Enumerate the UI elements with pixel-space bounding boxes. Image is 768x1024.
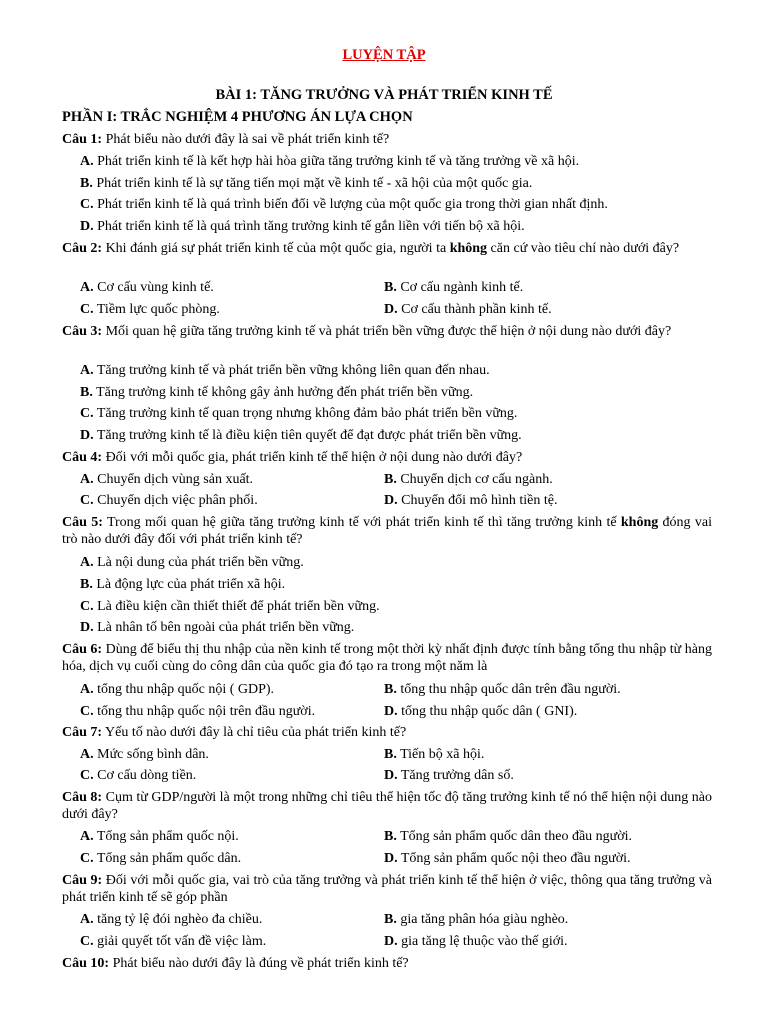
option-text: Tăng trưởng kinh tế và phát triển bền vững không liên quan đến nhau. xyxy=(93,363,490,378)
option-text: Chuyển dịch vùng sản xuất. xyxy=(93,472,254,487)
question-3 xyxy=(62,323,712,340)
option-3a xyxy=(80,362,490,379)
option-text: tổng thu nhập quốc dân ( GNI). xyxy=(397,704,578,719)
option-9b xyxy=(384,911,568,928)
option-text: Chuyển dịch việc phân phối. xyxy=(93,493,258,508)
question-10 xyxy=(62,955,712,972)
option-4a xyxy=(80,471,253,488)
option-8d xyxy=(384,850,631,867)
option-key: D. xyxy=(80,219,94,234)
option-text: Tổng sản phẩm quốc nội. xyxy=(93,829,239,844)
question-4 xyxy=(62,449,712,466)
question-text: Mối quan hệ giữa tăng trưởng kinh tế và phát triển bền vững được thể hiện ở nội dung nào dưới đây? xyxy=(102,324,672,339)
option-text: giải quyết tốt vấn đề việc làm. xyxy=(93,934,267,949)
lesson-heading: BÀI 1: TĂNG TRƯỞNG VÀ PHÁT TRIỂN KINH TẾ xyxy=(215,87,553,103)
option-1c xyxy=(80,196,608,213)
option-key: B. xyxy=(384,682,397,697)
question-text: Phát biểu nào dưới đây là đúng về phát triển kinh tế? xyxy=(109,956,409,971)
option-1d xyxy=(80,218,525,235)
option-key: A. xyxy=(80,363,94,378)
option-1a xyxy=(80,153,579,170)
option-5b xyxy=(80,576,285,593)
option-key: B. xyxy=(80,577,93,592)
option-3c xyxy=(80,405,517,422)
option-key: D. xyxy=(384,704,398,719)
option-key: D. xyxy=(384,302,398,317)
option-4d xyxy=(384,492,557,509)
question-label: Câu 5: xyxy=(62,515,103,530)
option-text: Cơ cấu vùng kinh tế. xyxy=(93,280,214,295)
option-key: A. xyxy=(80,747,94,762)
option-6b xyxy=(384,681,621,698)
option-text: Tăng trưởng kinh tế là điều kiện tiên quyết để đạt được phát triển bền vững. xyxy=(93,428,522,443)
option-7a xyxy=(80,746,209,763)
question-label: Câu 4: xyxy=(62,450,103,465)
question-label: Câu 6: xyxy=(62,642,103,657)
option-5a xyxy=(80,554,304,571)
option-9d xyxy=(384,933,568,950)
option-8b xyxy=(384,828,632,845)
question-text: Đối với mỗi quốc gia, phát triển kinh tế thể hiện ở nội dung nào dưới đây? xyxy=(102,450,523,465)
option-3d xyxy=(80,427,522,444)
option-text: tổng thu nhập quốc nội ( GDP). xyxy=(93,682,275,697)
option-key: D. xyxy=(384,851,398,866)
option-text: Là điều kiện cần thiết thiết để phát triển bền vững. xyxy=(93,599,380,614)
option-4b xyxy=(384,471,553,488)
option-text: Là nội dung của phát triển bền vững. xyxy=(93,555,304,570)
option-key: D. xyxy=(384,493,398,508)
question-label: Câu 2: xyxy=(62,241,103,256)
question-text: Dùng để biểu thị thu nhập của nền kinh tế trong một thời kỳ nhất định được tính bằng tổng thu nhập từ hàng hóa, dịch vụ cuối cùng do công dân của quốc gia đó tạo ra trong một năm là xyxy=(62,642,712,674)
option-key: A. xyxy=(80,154,94,169)
question-6 xyxy=(62,641,712,675)
option-9a xyxy=(80,911,262,928)
question-text: Yếu tố nào dưới đây là chỉ tiêu của phát triển kinh tế? xyxy=(102,725,407,740)
question-text: căn cứ vào tiêu chí nào dưới đây? xyxy=(487,241,680,256)
option-key: B. xyxy=(384,472,397,487)
option-2a xyxy=(80,279,214,296)
question-label: Câu 10: xyxy=(62,956,110,971)
option-text: Phát triển kinh tế là quá trình tăng trưởng kinh tế gắn liền với tiến bộ xã hội. xyxy=(93,219,525,234)
option-key: C. xyxy=(80,197,94,212)
option-text: Cơ cấu ngành kinh tế. xyxy=(396,280,524,295)
option-text: Tổng sản phẩm quốc dân. xyxy=(93,851,242,866)
option-text: Mức sống bình dân. xyxy=(93,747,209,762)
option-2c xyxy=(80,301,220,318)
option-key: C. xyxy=(80,704,94,719)
option-key: C. xyxy=(80,302,94,317)
question-2 xyxy=(62,240,712,257)
question-label: Câu 9: xyxy=(62,873,103,888)
question-label: Câu 8: xyxy=(62,790,103,805)
question-text: Cụm từ GDP/người là một trong những chỉ tiêu thể hiện tốc độ tăng trưởng kinh tế nó thể hiện nội dung nào dưới đây? xyxy=(62,790,712,822)
option-text: gia tăng phân hóa giàu nghèo. xyxy=(396,912,569,927)
option-2b xyxy=(384,279,523,296)
option-text: Là nhân tố bên ngoài của phát triển bền vững. xyxy=(93,620,355,635)
option-key: B. xyxy=(384,280,397,295)
option-6d xyxy=(384,703,577,720)
option-key: D. xyxy=(80,428,94,443)
option-key: D. xyxy=(80,620,94,635)
option-text: Chuyển đổi mô hình tiền tệ. xyxy=(397,493,558,508)
option-7b xyxy=(384,746,484,763)
option-key: B. xyxy=(80,385,93,400)
option-3b xyxy=(80,384,473,401)
question-label: Câu 1: xyxy=(62,132,103,147)
question-5 xyxy=(62,514,712,548)
option-key: B. xyxy=(384,912,397,927)
option-text: Chuyển dịch cơ cấu ngành. xyxy=(396,472,553,487)
question-label: Câu 3: xyxy=(62,324,103,339)
question-7 xyxy=(62,724,712,741)
question-label: Câu 7: xyxy=(62,725,103,740)
option-key: A. xyxy=(80,280,94,295)
option-text: Phát triển kinh tế là quá trình biến đổi về lượng của một quốc gia trong thời gian nhất định. xyxy=(93,197,608,212)
option-text: gia tăng lệ thuộc vào thế giới. xyxy=(397,934,568,949)
option-text: Tăng trưởng kinh tế không gây ảnh hưởng đến phát triển bền vững. xyxy=(92,385,474,400)
question-text: Khi đánh giá sự phát triển kinh tế của một quốc gia, người ta xyxy=(102,241,450,256)
question-text: Trong mối quan hệ giữa tăng trưởng kinh tế với phát triển kinh tế thì tăng trưởng kinh tế xyxy=(102,515,621,530)
option-7c xyxy=(80,767,196,784)
option-6a xyxy=(80,681,274,698)
option-key: C. xyxy=(80,406,94,421)
option-5c xyxy=(80,598,380,615)
option-8c xyxy=(80,850,241,867)
question-text: Phát biểu nào dưới đây là sai về phát triển kinh tế? xyxy=(102,132,390,147)
option-text: tổng thu nhập quốc dân trên đầu người. xyxy=(396,682,621,697)
option-text: Tiến bộ xã hội. xyxy=(396,747,485,762)
option-6c xyxy=(80,703,315,720)
option-key: C. xyxy=(80,934,94,949)
question-emphasis: không xyxy=(620,515,659,530)
option-7d xyxy=(384,767,514,784)
option-text: Cơ cấu thành phần kinh tế. xyxy=(397,302,552,317)
option-9c xyxy=(80,933,266,950)
option-text: Tăng trưởng dân số. xyxy=(397,768,514,783)
part-heading: PHẦN I: TRẮC NGHIỆM 4 PHƯƠNG ÁN LỰA CHỌN xyxy=(62,109,413,125)
option-key: B. xyxy=(80,176,93,191)
question-text: Đối với mỗi quốc gia, vai trò của tăng trưởng và phát triển kinh tế thể hiện ở việc, thông qua tăng trưởng và phát triển kinh tế sẽ góp phần xyxy=(62,873,712,905)
option-key: D. xyxy=(384,934,398,949)
option-text: Tổng sản phẩm quốc dân theo đầu người. xyxy=(396,829,633,844)
option-4c xyxy=(80,492,258,509)
option-key: A. xyxy=(80,472,94,487)
option-key: C. xyxy=(80,768,94,783)
option-key: D. xyxy=(384,768,398,783)
option-text: Tổng sản phẩm quốc nội theo đầu người. xyxy=(397,851,631,866)
option-text: Tăng trưởng kinh tế quan trọng nhưng không đảm bảo phát triển bền vững. xyxy=(93,406,518,421)
option-1b xyxy=(80,175,532,192)
option-key: C. xyxy=(80,493,94,508)
option-5d xyxy=(80,619,354,636)
option-key: B. xyxy=(384,747,397,762)
option-8a xyxy=(80,828,239,845)
option-key: C. xyxy=(80,851,94,866)
question-8 xyxy=(62,789,712,823)
option-key: A. xyxy=(80,829,94,844)
question-text: đóng vai trò nào dưới đây đối với phát triển kinh tế? xyxy=(62,515,712,547)
option-text: Là động lực của phát triển xã hội. xyxy=(92,577,286,592)
question-1 xyxy=(62,131,712,148)
option-text: Phát triển kinh tế là sự tăng tiến mọi mặt về kinh tế - xã hội của một quốc gia. xyxy=(92,176,533,191)
option-text: tổng thu nhập quốc nội trên đầu người. xyxy=(93,704,316,719)
option-text: Cơ cấu dòng tiền. xyxy=(93,768,197,783)
option-text: Tiềm lực quốc phòng. xyxy=(93,302,220,317)
option-key: A. xyxy=(80,555,94,570)
question-9 xyxy=(62,872,712,906)
option-key: A. xyxy=(80,912,94,927)
page-title: LUYỆN TẬP xyxy=(342,47,426,63)
option-key: C. xyxy=(80,599,94,614)
option-key: B. xyxy=(384,829,397,844)
question-emphasis: không xyxy=(449,241,488,256)
option-text: tăng tỷ lệ đói nghèo đa chiều. xyxy=(93,912,263,927)
option-text: Phát triển kinh tế là kết hợp hài hòa giữa tăng trưởng kinh tế và tăng trưởng về xã hội. xyxy=(93,154,580,169)
option-2d xyxy=(384,301,552,318)
option-key: A. xyxy=(80,682,94,697)
